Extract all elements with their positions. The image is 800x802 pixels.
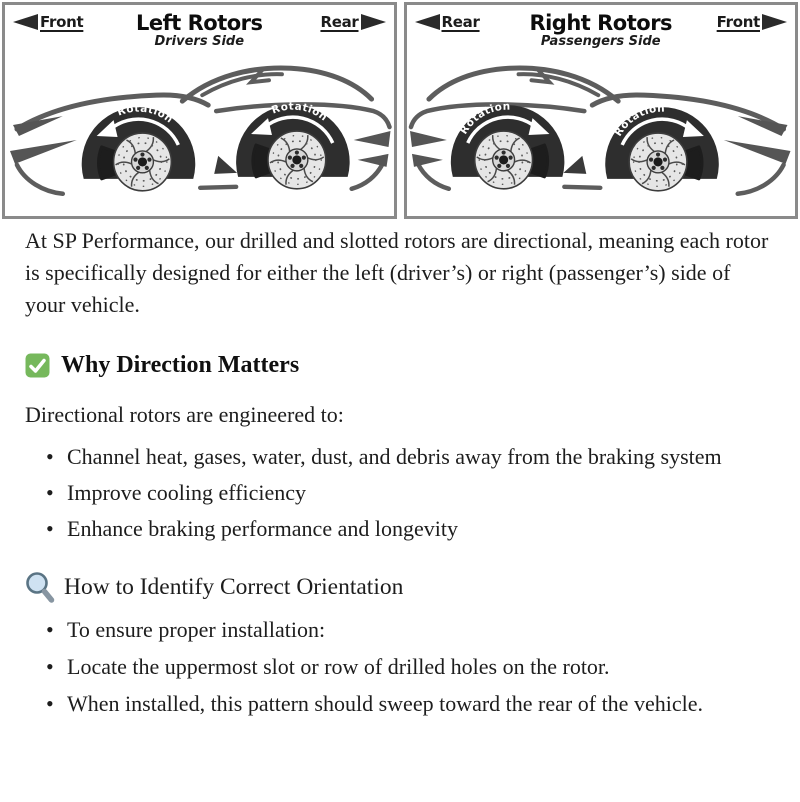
right-arrow-icon: [762, 14, 787, 30]
rear-direction-label: [415, 13, 480, 31]
steps-list: [25, 614, 770, 720]
left-arrow-icon: [415, 14, 440, 30]
right-arrow-icon: [361, 14, 386, 30]
check-icon: [25, 353, 50, 378]
panel-subtitle: Drivers Side: [154, 34, 245, 49]
heading-text: Why Direction Matters: [61, 352, 300, 378]
panel-title: Right Rotors: [529, 11, 673, 35]
step-item: • When installed, this pattern should sweep toward the rear of the vehicle.: [67, 688, 770, 720]
panel-header: [407, 5, 796, 61]
benefits-list: [25, 441, 770, 545]
benefit-item: • Improve cooling efficiency: [67, 477, 770, 509]
car-illustration-left: [5, 61, 394, 214]
step-item: • To ensure proper installation:: [67, 614, 770, 646]
benefit-item: • Enhance braking performance and longevity: [67, 513, 770, 545]
panel-header: [5, 5, 394, 61]
direction-text: Rear: [441, 13, 480, 31]
front-direction-label: [717, 13, 787, 31]
front-direction-label: [13, 13, 83, 31]
heading-text: How to Identify Correct Orientation: [64, 574, 404, 600]
why-direction-heading: [25, 350, 770, 380]
direction-text: Front: [40, 13, 84, 31]
howto-heading: [25, 571, 770, 603]
intro-paragraph: At SP Performance, our drilled and slotted rotors are directional, meaning each rotor is specifically designed for either the left (driver’s) or right (passenger’s) side of your vehicle.: [25, 228, 769, 317]
rotor-direction-diagram: [2, 2, 798, 219]
car-illustration-right: [407, 61, 796, 214]
direction-text: Front: [716, 13, 760, 31]
rear-direction-label: [320, 13, 385, 31]
engineered-lead: Directional rotors are engineered to:: [25, 402, 344, 427]
direction-text: Rear: [320, 13, 359, 31]
step-item: • Locate the uppermost slot or row of drilled holes on the rotor.: [67, 651, 770, 683]
benefit-item: • Channel heat, gases, water, dust, and debris away from the braking system: [67, 441, 770, 473]
panel-subtitle: Passengers Side: [540, 34, 661, 49]
magnifier-icon: [25, 571, 55, 603]
article-body: [0, 225, 800, 720]
left-rotors-panel: [2, 2, 397, 219]
right-rotors-panel: [404, 2, 799, 219]
left-arrow-icon: [13, 14, 38, 30]
panel-title: Left Rotors: [135, 11, 263, 35]
